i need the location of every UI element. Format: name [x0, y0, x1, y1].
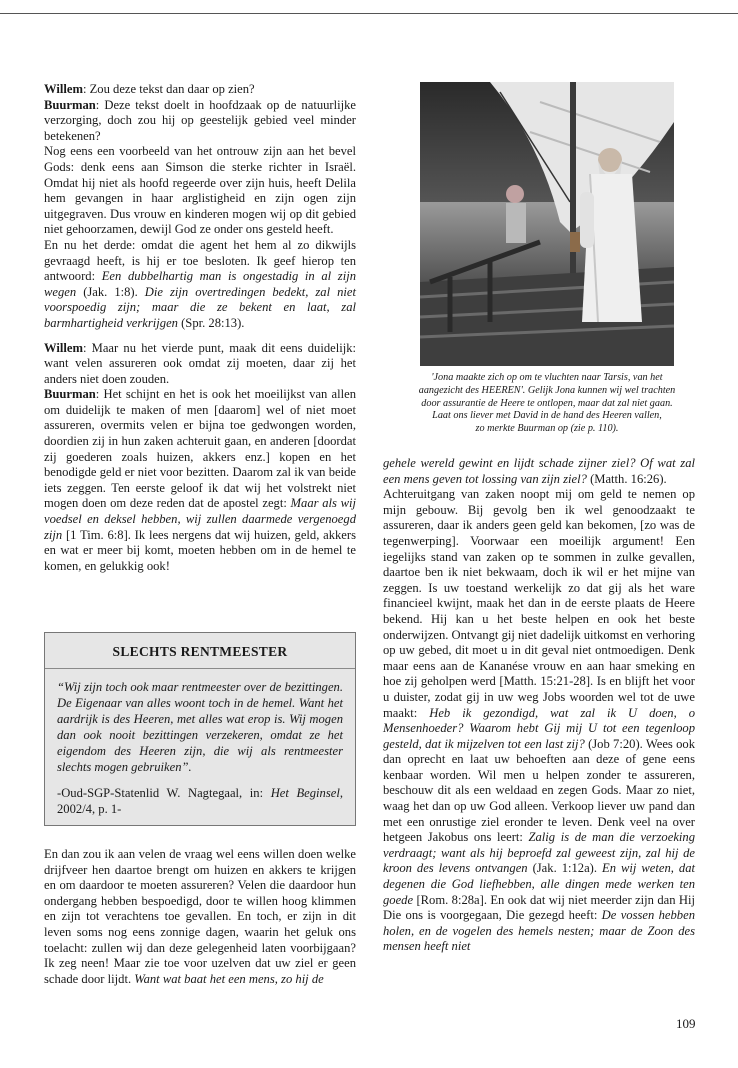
box-body — [45, 679, 355, 817]
paragraph — [44, 847, 356, 987]
paragraph-text: (Job 7:20). Wees ook dan oprecht en laat uw behoeften aan deze of gene eens kenbaar worden. Wil men u helpen zonder te assureren, beschouw dit als een weldaad en zegen Gods. Maar zo niet, waag het dan op uw God alleen. Verkoop liever uw pand dan met een onrustige ziel eronder te leven. Denk veel na over hetgeen Jakobus ons leert: — [383, 736, 695, 845]
scripture-quote: En wij weten, dat degenen die God liefhebben, alle dingen mede werken ten goede — [383, 861, 695, 907]
scripture-quote: Die zijn overtredingen bedekt, zal niet voorspoedig zijn; maar die ze bekent en laat, zal barmhartigheid verkrijgen — [44, 284, 357, 330]
jonah-ship-illustration — [420, 82, 674, 366]
right-column — [383, 456, 695, 955]
paragraph-text: (Jak. 1:8). — [76, 284, 145, 299]
paragraph-text: : Deze tekst doelt in hoofdzaak op de natuurlijke verzorging, doch zou hij op geestelijk gebied veel minder betekenen? — [44, 97, 356, 143]
speaker-name: Willem — [44, 82, 83, 96]
paragraph — [383, 487, 695, 955]
scripture-quote: gehele wereld gewint en lijdt schade zijner ziel? Of wat zal een mens geven tot lossing van zijn ziel? — [383, 456, 695, 486]
top-rule — [0, 13, 738, 14]
paragraph: Nog eens een voorbeeld van het ontrouw zijn aan het bevel Gods: denk eens aan Simson die sterke richter in Israël. Omdat hij niet als hoofd regeerde over zijn huis, heeft Delila hem gevangen in haar arglistigheid en zijn ogen zijn uitgegraven. Dus vrouw en kinderen mogen wij op dit gebied niet gehoorzamen, dewijl God ze onder ons gesteld heeft. — [44, 144, 356, 237]
paragraph-text: : Het schijnt en het is ook het moeilijkst van allen om duidelijk te maken of men [daarom] wel of niet moet assureren, overmits velen er bijna toe gedwongen worden, doordien zij in hun zaken achteruit gaan, en anderen [doordat zij goederen zoals huizen, akkers enz.] kopen en het benodigde geld er niet voor bezitten. Daarom zal ik van beide iets zeggen. Ten eerste geloof ik dat wij het volstrekt niet mogen doen om deze reden dat de apostel zegt: — [44, 387, 356, 511]
left-column — [44, 82, 356, 574]
scripture-quote: Zalig is de man die verzoeking verdraagt; want als hij beproefd zal geweest zijn, zal hij de kroon des levens ontvangen — [383, 830, 695, 876]
left-column-bottom — [44, 847, 356, 987]
paragraph — [383, 456, 695, 487]
scripture-quote: Een dubbelhartig man is ongestadig in al zijn wegen — [44, 269, 356, 299]
scripture-quote: De vossen hebben holen, en de vogelen des hemels nesten; maar de Zoon des mensen heeft niet — [383, 908, 695, 954]
paragraph-text: En nu het derde: omdat die agent het hem al zo dikwijls gevraagd heeft, is hij er toe besloten. Ik geef hierop ten antwoord: — [44, 237, 356, 284]
paragraph-text: En dan zou ik aan velen de vraag wel eens willen doen welke drijfveer hen daartoe brengt om huizen en akkers te krijgen en om daardoor te moeten assureren? Velen die daardoor hun ondergang hebben bespoedigd, door te willen hoog klimmen en zijn tot verachtens toe gevallen. En toch, er zijn in dit leven soms nog eens zonnige dagen, waarin het geluk ons toelacht: zullen wij dan deze gelegenheid laten voorbijgaan? Ik zeg neen! Maar zie toe voor uzelven dat uw ziel er geen schade door lijdt. — [44, 847, 356, 986]
paragraph — [44, 238, 356, 332]
scripture-quote: Heb ik gezondigd, wat zal ik U doen, o Mensenhoeder? Waarom hebt Gij mij U tot een tegenloop gesteld, dat ik mijzelven tot een last zij? — [383, 705, 695, 751]
speaker-name: Buurman — [44, 387, 96, 402]
paragraph-text: (Matth. 16:26). — [586, 471, 667, 486]
illustration-caption: 'Jona maakte zich op om te vluchten naar Tarsis, van het aangezicht des HEEREN'. Gelijk Jona kunnen wij wel trachten door assurantie de Heere te ontlopen, maar dat zal niet gaan. Laat ons liever met David in de hand des Heeren vallen, zo merkte Buurman op (zie p. 110). — [418, 372, 676, 435]
box-title: SLECHTS RENTMEESTER — [45, 633, 355, 669]
paragraph-text: : Zou deze tekst dan daar op zien? — [82, 82, 255, 96]
speaker-name: Willem — [44, 340, 83, 355]
scripture-quote: Want wat baat het een mens, zo hij de — [134, 971, 324, 986]
paragraph-text: (Spr. 28:13). — [177, 315, 245, 330]
paragraph — [44, 387, 356, 574]
paragraph-text: [1 Tim. 6:8]. Ik lees nergens dat wij huizen, geld, akkers en wat er meer bij komt, moeten hebben om in de hemel te komen, en gelukkig ook! — [44, 527, 356, 573]
paragraph-text: (Jak. 1:12a). — [527, 861, 603, 876]
source-title: Het Beginsel — [270, 786, 340, 800]
paragraph — [44, 98, 356, 145]
page-number: 109 — [676, 1016, 696, 1031]
box-quote: “Wij zijn toch ook maar rentmeester over de bezittingen. De Eigenaar van alles woont toch in de hemel. Want het aardrijk is des Heeren, met alles wat erop is. Wij mogen dan ook nooit bezittingen verzekeren, omdat ze het eigendom des Heeren zijn, die wij als rentmeester slechts mogen gebruiken”. — [57, 680, 343, 774]
paragraph — [44, 341, 356, 388]
quote-box — [44, 632, 356, 826]
paragraph-text: : Maar nu het vierde punt, maak dit eens duidelijk: want velen assureren ook omdat zij moeten, daar zij het anders niet doen zouden. — [44, 340, 356, 386]
box-source: -Oud-SGP-Statenlid W. Nagtegaal, in: Het Beginsel, 2002/4, p. 1- — [57, 786, 343, 816]
paragraph-text: [Rom. 8:28a]. En ook dat wij niet meerder zijn dan Hij Die ons is voorgegaan, Die gezegd heeft: — [383, 892, 695, 923]
scripture-quote: Maar als wij voedsel en deksel hebben, wij zullen daarmede vergenoegd zijn — [44, 496, 356, 542]
speaker-name: Buurman — [44, 97, 96, 112]
paragraph — [44, 82, 356, 98]
paragraph-text: Achteruitgang van zaken noopt mij om geld te nemen op mijn gebouw. Bij gevolg ben ik wel genoodzaakt te assureren, daar ik anders geen geld kan bekomen, [zo was de tegenwerping]. Voorwaar een moeilijk argument! Een iegelijks stand van zaken op te sommen in zulke gevallen, daartoe ben ik niet bekwaam, doch ik wil er het mijne van zeggen. Is uw toestand werkelijk zo dat gij als het ware financieel kwijnt, maak het dan in de eerste plaats de Heere bekend. Hij kan u het beste helpen en ook het beste onderwijzen. Ontvangt gij niet dadelijk uitkomst en verhoring op uw gebed, dit moet u in dit geval niet ontmoedigen. Denk maar eens aan de Kananése vrouw en aan haar smeking en hoe zij geholpen werd [Matth. 15:21-28]. Is en blijft het voor u duister, zodat gij in uw weg Jobs woorden wel tot de uwe maakt: — [383, 487, 695, 720]
